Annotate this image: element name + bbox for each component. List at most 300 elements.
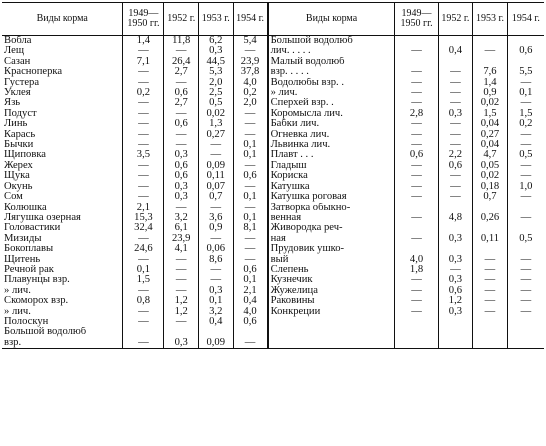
left-value-cell: 4,0 (233, 307, 268, 317)
left-value-cell: 0,3 (198, 286, 233, 296)
left-value-cell: — (123, 338, 164, 349)
right-food-name: Львинка лич. (268, 140, 395, 150)
right-value-cell (438, 36, 473, 47)
table-row (2, 286, 544, 296)
left-value-cell (123, 327, 164, 337)
right-value-cell (507, 338, 544, 349)
right-food-name: Живородка реч- (268, 223, 395, 233)
left-food-name: Вобла (4, 35, 32, 46)
table-row (2, 317, 544, 327)
right-value-cell: 5,5 (507, 67, 544, 77)
left-value-cell: 3,2 (164, 213, 199, 223)
left-food-name: Линь (4, 119, 28, 130)
left-value-cell: 0,6 (233, 317, 268, 327)
left-food-name: Красноперка (4, 67, 63, 78)
left-value-cell: 2,7 (164, 67, 199, 77)
right-value-cell: — (395, 46, 438, 56)
right-value-cell: — (507, 140, 544, 150)
table-row (2, 119, 544, 129)
left-value-cell: — (233, 130, 268, 140)
table-row (2, 265, 544, 275)
right-value-cell: — (395, 119, 438, 129)
left-value-cell: — (164, 265, 199, 275)
left-food-name: Сазан (4, 56, 31, 67)
left-value-cell: 0,2 (233, 88, 268, 98)
left-year-header: 1954 г. (233, 3, 268, 36)
left-value-cell: 0,27 (198, 130, 233, 140)
left-value-cell: — (164, 46, 199, 56)
right-value-cell: — (395, 130, 438, 140)
right-value-cell (473, 203, 508, 213)
right-value-cell (395, 223, 438, 233)
right-name-header: Виды корма (268, 3, 395, 36)
table-row (2, 46, 544, 56)
left-value-cell: 0,3 (164, 150, 199, 160)
left-food-name: Уклея (4, 88, 31, 99)
left-value-cell: 1,4 (123, 36, 164, 47)
left-value-cell: — (233, 46, 268, 56)
right-value-cell: — (473, 275, 508, 285)
right-value-cell: — (473, 46, 508, 56)
left-value-cell: 23,9 (164, 234, 199, 244)
right-value-cell: — (473, 286, 508, 296)
left-value-cell: — (123, 307, 164, 317)
left-value-cell: 5,3 (198, 67, 233, 77)
right-food-name: Кориска (268, 171, 395, 181)
left-value-cell: 3,2 (198, 307, 233, 317)
right-value-cell (438, 203, 473, 213)
left-value-cell: 0,6 (164, 161, 199, 171)
left-value-cell: 0,1 (233, 213, 268, 223)
left-value-cell: 6,2 (198, 36, 233, 47)
left-value-cell: — (123, 140, 164, 150)
left-value-cell: 0,6 (233, 171, 268, 181)
right-value-cell (473, 57, 508, 67)
right-food-name: Малый водолюб (268, 57, 395, 67)
right-food-name: Прудовик ушко- (268, 244, 395, 254)
left-value-cell: 0,2 (123, 88, 164, 98)
left-food-name: Подуст (4, 108, 37, 119)
table-row (2, 57, 544, 67)
right-value-cell (395, 317, 438, 327)
left-year-header: 1952 г. (164, 3, 199, 36)
right-value-cell: — (473, 265, 508, 275)
right-value-cell: — (395, 307, 438, 317)
left-value-cell: 8,6 (198, 255, 233, 265)
left-food-name: Скоморох взр. (4, 296, 69, 307)
left-value-cell: 0,4 (233, 296, 268, 306)
right-value-cell: — (507, 130, 544, 140)
right-value-cell (438, 244, 473, 254)
left-value-cell: 0,7 (198, 192, 233, 202)
left-value-cell: — (123, 317, 164, 327)
left-value-cell: 2,0 (233, 98, 268, 108)
left-value-cell: 24,6 (123, 244, 164, 254)
left-value-cell: — (164, 275, 199, 285)
left-food-name: Головастики (4, 223, 61, 234)
left-value-cell: 1,5 (123, 275, 164, 285)
right-value-cell: — (395, 286, 438, 296)
left-value-cell: 0,09 (198, 338, 233, 349)
right-value-cell: — (438, 192, 473, 202)
left-value-cell: — (164, 109, 199, 119)
left-value-cell: 3,5 (123, 150, 164, 160)
left-value-cell: — (233, 119, 268, 129)
left-food-name: Бычки (4, 140, 34, 151)
right-food-name: Гладыш (268, 161, 395, 171)
left-value-cell: 1,3 (198, 119, 233, 129)
right-value-cell: 1,0 (507, 182, 544, 192)
right-value-cell: 0,02 (473, 98, 508, 108)
right-value-cell: 0,9 (473, 88, 508, 98)
header-row (2, 3, 544, 36)
right-value-cell (473, 327, 508, 337)
left-value-cell: — (233, 109, 268, 119)
right-value-cell: 0,6 (438, 286, 473, 296)
right-value-cell: — (438, 265, 473, 275)
right-food-name: ная (268, 234, 395, 244)
right-year-header: 1952 г. (438, 3, 473, 36)
right-value-cell: — (507, 161, 544, 171)
left-value-cell: 0,1 (233, 140, 268, 150)
left-value-cell: 1,2 (164, 296, 199, 306)
left-value-cell: 0,6 (164, 171, 199, 181)
left-value-cell: 37,8 (233, 67, 268, 77)
table-row (2, 161, 544, 171)
left-value-cell: — (164, 140, 199, 150)
right-value-cell: 1,8 (395, 265, 438, 275)
right-value-cell (438, 338, 473, 349)
right-value-cell: 2,2 (438, 150, 473, 160)
left-food-name: Бокоплавы (4, 244, 54, 255)
right-food-name: Раковины (268, 296, 395, 306)
right-value-cell: 0,3 (438, 109, 473, 119)
table-row (2, 192, 544, 202)
left-value-cell: — (123, 67, 164, 77)
right-value-cell: 0,11 (473, 234, 508, 244)
left-value-cell: 6,1 (164, 223, 199, 233)
left-value-cell: — (164, 317, 199, 327)
table-row (2, 150, 544, 160)
table-row (2, 171, 544, 181)
left-food-name: Язь (4, 98, 21, 109)
right-food-name: Слепень (268, 265, 395, 275)
right-value-cell (473, 244, 508, 254)
right-food-name: Катушка (268, 182, 395, 192)
right-value-cell: 0,2 (507, 119, 544, 129)
left-value-cell: 0,3 (164, 338, 199, 349)
left-value-cell: — (233, 338, 268, 349)
left-value-cell: — (233, 161, 268, 171)
food-composition-table (2, 2, 544, 349)
right-food-name (268, 317, 395, 327)
right-value-cell (507, 36, 544, 47)
right-value-cell: — (438, 67, 473, 77)
right-value-cell: — (395, 296, 438, 306)
table-row (2, 275, 544, 285)
right-food-name: Конкреции (268, 307, 395, 317)
left-food-name: Щука (4, 171, 30, 182)
left-food-name: Колюшка (4, 202, 47, 213)
right-value-cell: 0,05 (473, 161, 508, 171)
left-value-cell: — (233, 203, 268, 213)
right-value-cell (473, 317, 508, 327)
right-value-cell: — (507, 98, 544, 108)
left-value-cell: — (233, 234, 268, 244)
right-value-cell (507, 57, 544, 67)
left-value-cell: 0,6 (233, 265, 268, 275)
table-row (2, 213, 544, 223)
table-row (2, 182, 544, 192)
left-food-name: Щитень (4, 254, 41, 265)
left-value-cell: 0,11 (198, 171, 233, 181)
left-value-cell (164, 327, 199, 337)
left-value-cell: — (123, 78, 164, 88)
right-value-cell: — (395, 78, 438, 88)
right-value-cell (507, 327, 544, 337)
right-value-cell: 0,6 (438, 161, 473, 171)
right-value-cell: — (507, 265, 544, 275)
left-value-cell: 0,3 (164, 182, 199, 192)
left-food-name: Жерех (4, 160, 33, 171)
right-value-cell: — (507, 275, 544, 285)
right-value-cell: — (395, 140, 438, 150)
table-row (2, 307, 544, 317)
left-value-cell: 0,1 (198, 296, 233, 306)
left-value-cell: 32,4 (123, 223, 164, 233)
left-value-cell: 0,09 (198, 161, 233, 171)
left-value-cell: 0,02 (198, 109, 233, 119)
left-value-cell: — (123, 286, 164, 296)
right-value-cell: — (438, 88, 473, 98)
left-value-cell: — (123, 46, 164, 56)
left-value-cell: 5,4 (233, 36, 268, 47)
left-value-cell: 0,1 (233, 150, 268, 160)
left-food-name: Речной рак (4, 264, 54, 275)
left-food-name: Большой водолюб (4, 327, 87, 338)
left-value-cell: 1,2 (164, 307, 199, 317)
right-value-cell: — (473, 307, 508, 317)
left-value-cell: 0,9 (198, 223, 233, 233)
right-value-cell: — (507, 171, 544, 181)
right-food-name: » лич. (268, 88, 395, 98)
right-food-name: Большой водолюб (268, 36, 395, 47)
right-food-name: взр. . . . . (268, 67, 395, 77)
right-value-cell: — (507, 255, 544, 265)
table-row (2, 338, 544, 349)
left-value-cell: — (233, 244, 268, 254)
left-value-cell: 0,07 (198, 182, 233, 192)
left-value-cell: — (123, 234, 164, 244)
left-year-header: 1953 г. (198, 3, 233, 36)
left-value-cell: 23,9 (233, 57, 268, 67)
right-value-cell: — (395, 98, 438, 108)
right-value-cell (395, 327, 438, 337)
right-value-cell: 0,04 (473, 140, 508, 150)
table-row (2, 296, 544, 306)
right-value-cell: — (438, 140, 473, 150)
right-value-cell: — (395, 234, 438, 244)
left-value-cell: 0,1 (233, 275, 268, 285)
left-value-cell: — (123, 255, 164, 265)
left-value-cell: — (198, 275, 233, 285)
left-value-cell: — (164, 255, 199, 265)
right-food-name: Плавт . . . (268, 150, 395, 160)
left-value-cell: — (233, 182, 268, 192)
right-value-cell: 1,5 (507, 109, 544, 119)
left-value-cell: — (198, 203, 233, 213)
right-value-cell: — (438, 130, 473, 140)
right-food-name (268, 327, 395, 337)
right-value-cell (395, 338, 438, 349)
table-row (2, 78, 544, 88)
right-value-cell: 0,5 (507, 234, 544, 244)
table-row (2, 140, 544, 150)
left-food-name: Густера (4, 77, 40, 88)
left-value-cell: 15,3 (123, 213, 164, 223)
left-food-name: взр. (2, 338, 123, 349)
left-value-cell: 0,1 (233, 192, 268, 202)
right-value-cell: — (507, 213, 544, 223)
right-food-name: Водолюбы взр. . (268, 78, 395, 88)
right-value-cell: 4,8 (438, 213, 473, 223)
left-food-name: Карась (4, 129, 36, 140)
right-value-cell (438, 57, 473, 67)
right-value-cell: — (395, 192, 438, 202)
table-row (2, 98, 544, 108)
right-value-cell: 7,6 (473, 67, 508, 77)
left-value-cell: 0,3 (198, 46, 233, 56)
right-value-cell: 0,3 (438, 234, 473, 244)
right-year-header: 1953 г. (473, 3, 508, 36)
left-food-name: Лягушка озерная (4, 212, 81, 223)
right-value-cell (395, 203, 438, 213)
left-value-cell: — (198, 265, 233, 275)
left-value-cell: — (233, 255, 268, 265)
right-food-name: Катушка роговая (268, 192, 395, 202)
left-value-cell: — (198, 140, 233, 150)
table-row (2, 223, 544, 233)
left-food-name: » лич. (4, 285, 31, 296)
right-value-cell: 0,1 (507, 88, 544, 98)
left-food-name: Лещ (4, 46, 24, 57)
right-value-cell: 0,18 (473, 182, 508, 192)
right-food-name: лич. . . . . (268, 46, 395, 56)
left-value-cell: — (123, 130, 164, 140)
right-value-cell (438, 223, 473, 233)
right-value-cell: 0,04 (473, 119, 508, 129)
table-row (2, 88, 544, 98)
left-value-cell: 44,5 (198, 57, 233, 67)
left-value-cell: 0,8 (123, 296, 164, 306)
left-value-cell: 2,5 (198, 88, 233, 98)
left-value-cell: — (123, 98, 164, 108)
right-value-cell: — (438, 171, 473, 181)
left-value-cell: 2,7 (164, 98, 199, 108)
left-value-cell: 0,6 (164, 119, 199, 129)
left-value-cell: 4,1 (164, 244, 199, 254)
right-value-cell (473, 223, 508, 233)
table-row (2, 255, 544, 265)
left-year-header: 1949—1950 гг. (123, 3, 164, 36)
left-value-cell: 26,4 (164, 57, 199, 67)
right-value-cell: 0,6 (395, 150, 438, 160)
right-food-name: Сперхей взр. . (268, 98, 395, 108)
right-value-cell (438, 317, 473, 327)
right-value-cell: 0,5 (507, 150, 544, 160)
right-value-cell (507, 244, 544, 254)
right-value-cell: 0,26 (473, 213, 508, 223)
left-value-cell: — (164, 286, 199, 296)
left-value-cell: — (123, 119, 164, 129)
left-value-cell: 7,1 (123, 57, 164, 67)
right-value-cell (507, 317, 544, 327)
left-value-cell: 4,0 (233, 78, 268, 88)
table-row (2, 109, 544, 119)
right-value-cell: — (395, 275, 438, 285)
right-food-name: венная (268, 213, 395, 223)
right-value-cell: 1,2 (438, 296, 473, 306)
left-value-cell: 0,6 (164, 88, 199, 98)
right-value-cell (473, 36, 508, 47)
table-row (2, 327, 544, 337)
right-value-cell: 1,5 (473, 109, 508, 119)
right-food-name: Кузнечик (268, 275, 395, 285)
left-value-cell: 0,4 (198, 317, 233, 327)
right-value-cell: — (395, 161, 438, 171)
right-value-cell: 1,4 (473, 78, 508, 88)
table-row (2, 67, 544, 77)
left-value-cell: 0,1 (123, 265, 164, 275)
left-food-name: Щиповка (4, 150, 47, 161)
right-value-cell (395, 57, 438, 67)
left-value-cell: 2,1 (123, 203, 164, 213)
right-value-cell: 0,3 (438, 275, 473, 285)
left-food-name: Полоскун (4, 316, 49, 327)
right-value-cell (438, 327, 473, 337)
left-value-cell: 11,8 (164, 36, 199, 47)
right-value-cell: — (473, 255, 508, 265)
right-food-name: Жужелица (268, 286, 395, 296)
right-year-header: 1949—1950 гг. (395, 3, 438, 36)
right-food-name: Затворка обыкно- (268, 203, 395, 213)
right-value-cell: 0,6 (507, 46, 544, 56)
left-value-cell: — (164, 203, 199, 213)
right-value-cell (507, 203, 544, 213)
left-value-cell: — (123, 182, 164, 192)
right-value-cell: — (438, 78, 473, 88)
left-value-cell: — (198, 234, 233, 244)
right-value-cell: 4,0 (395, 255, 438, 265)
left-food-name: Окунь (4, 181, 33, 192)
right-food-name: Коромысла лич. (268, 109, 395, 119)
left-value-cell (233, 327, 268, 337)
left-value-cell: — (123, 161, 164, 171)
left-value-cell: 3,6 (198, 213, 233, 223)
right-value-cell: — (507, 296, 544, 306)
table-row (2, 203, 544, 213)
left-value-cell: 0,3 (164, 192, 199, 202)
right-food-name (268, 338, 395, 349)
left-value-cell: — (123, 171, 164, 181)
right-food-name: вый (268, 255, 395, 265)
left-name-header: Виды корма (2, 3, 123, 36)
right-value-cell: 0,4 (438, 46, 473, 56)
left-value-cell (198, 327, 233, 337)
right-value-cell: — (507, 78, 544, 88)
right-value-cell: — (507, 286, 544, 296)
left-food-name: Плавунцы взр. (4, 275, 70, 286)
